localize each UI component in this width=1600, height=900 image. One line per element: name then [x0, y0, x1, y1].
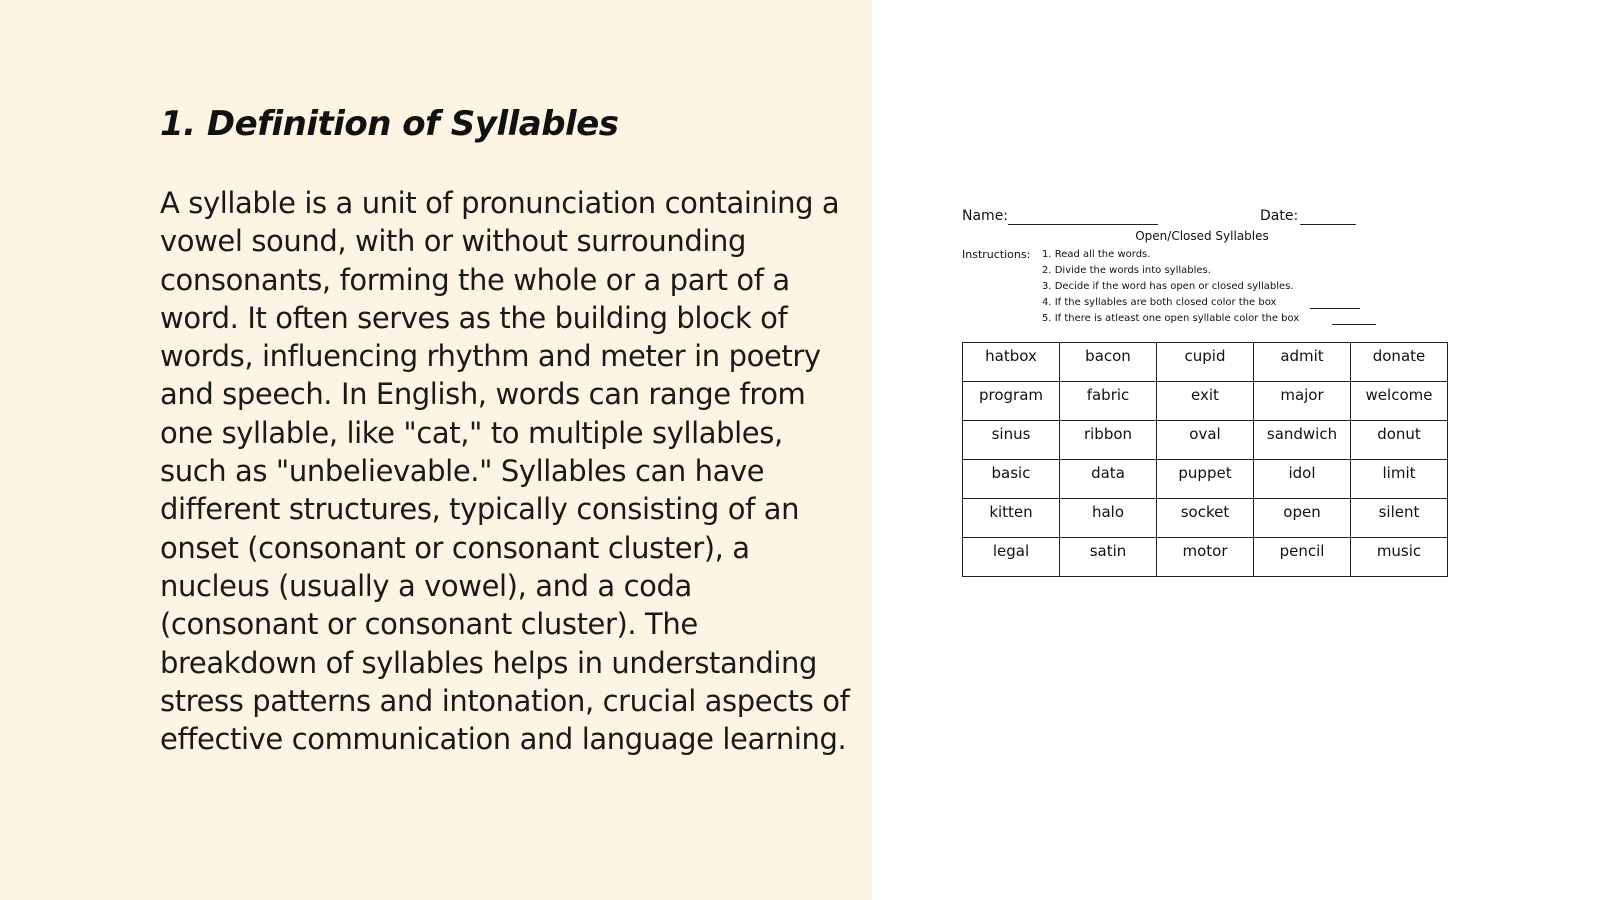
table-row: [963, 382, 1448, 421]
word-cell: satin: [1060, 538, 1157, 577]
word-cell: open: [1254, 499, 1351, 538]
worksheet-instruction-blank: [1332, 324, 1376, 325]
word-cell: hatbox: [963, 343, 1060, 382]
worksheet-instruction: 4. If the syllables are both closed color the box: [1042, 297, 1277, 308]
table-row: [963, 421, 1448, 460]
table-row: [963, 460, 1448, 499]
word-cell: limit: [1351, 460, 1448, 499]
worksheet-date-line: [1300, 224, 1356, 225]
worksheet-title: Open/Closed Syllables: [1135, 229, 1269, 243]
worksheet-image: [962, 206, 1442, 576]
word-cell: music: [1351, 538, 1448, 577]
word-cell: silent: [1351, 499, 1448, 538]
worksheet-instruction: 5. If there is atleast one open syllable color the box: [1042, 313, 1300, 324]
word-cell: cupid: [1157, 343, 1254, 382]
word-cell: data: [1060, 460, 1157, 499]
word-cell: ribbon: [1060, 421, 1157, 460]
table-row: [963, 499, 1448, 538]
worksheet-word-table: [962, 342, 1448, 577]
worksheet-instruction: 3. Decide if the word has open or closed syllables.: [1042, 281, 1294, 292]
word-cell: welcome: [1351, 382, 1448, 421]
worksheet-instructions-label: Instructions:: [962, 248, 1031, 261]
worksheet-instruction-blank: [1310, 308, 1360, 309]
word-cell: motor: [1157, 538, 1254, 577]
word-cell: sandwich: [1254, 421, 1351, 460]
word-cell: exit: [1157, 382, 1254, 421]
word-cell: fabric: [1060, 382, 1157, 421]
word-cell: idol: [1254, 460, 1351, 499]
word-cell: program: [963, 382, 1060, 421]
worksheet-instruction: 2. Divide the words into syllables.: [1042, 265, 1211, 276]
word-cell: legal: [963, 538, 1060, 577]
word-cell: admit: [1254, 343, 1351, 382]
worksheet-name-line: [1008, 224, 1158, 225]
slide-heading: 1. Definition of Syllables: [160, 104, 619, 144]
table-row: [963, 343, 1448, 382]
word-cell: donut: [1351, 421, 1448, 460]
word-cell: oval: [1157, 421, 1254, 460]
worksheet-instruction: 1. Read all the words.: [1042, 249, 1151, 260]
worksheet-date-label: Date:: [1260, 208, 1299, 224]
word-cell: basic: [963, 460, 1060, 499]
word-cell: puppet: [1157, 460, 1254, 499]
word-cell: halo: [1060, 499, 1157, 538]
word-cell: socket: [1157, 499, 1254, 538]
word-cell: donate: [1351, 343, 1448, 382]
word-cell: pencil: [1254, 538, 1351, 577]
word-cell: major: [1254, 382, 1351, 421]
worksheet-name-label: Name:: [962, 208, 1009, 224]
slide-body-text: A syllable is a unit of pronunciation containing a vowel sound, with or without surrounding consonants, forming the whole or a part of a word. It often serves as the building block of words, influencing rhythm and meter in poetry and speech. In English, words can range from one syllable, like "cat," to multiple syllables, such as "unbelievable." Syllables can have different structures, typically consisting of an onset (consonant or consonant cluster), a nucleus (usually a vowel), and a coda (consonant or consonant cluster). The breakdown of syllables helps in understanding stress patterns and intonation, crucial aspects of effective communication and language learning.: [160, 186, 850, 757]
word-cell: kitten: [963, 499, 1060, 538]
word-cell: sinus: [963, 421, 1060, 460]
word-cell: bacon: [1060, 343, 1157, 382]
table-row: [963, 538, 1448, 577]
